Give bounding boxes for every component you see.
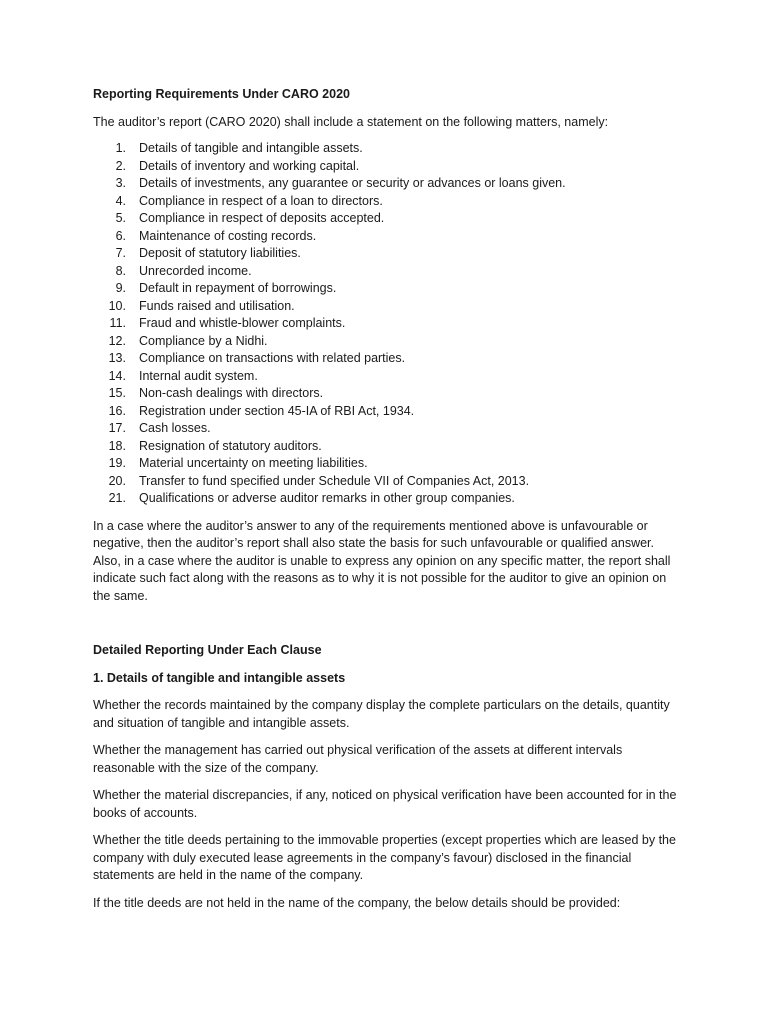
list-item-text: Compliance by a Nidhi. xyxy=(139,333,268,348)
list-item xyxy=(93,175,683,193)
list-item-number: 16. xyxy=(108,403,126,418)
list-item-number: 4. xyxy=(115,193,126,208)
list-item-number: 18. xyxy=(108,438,126,453)
list-item-text: Compliance in respect of deposits accepted. xyxy=(139,211,385,225)
list-item-text: Material uncertainty on meeting liabilities. xyxy=(139,456,368,470)
list-item-number: 9. xyxy=(115,281,126,295)
list-item xyxy=(93,228,683,246)
list-item-number: 1. xyxy=(115,141,126,155)
list-item-number: 14. xyxy=(108,368,126,383)
list-item-text: Default in repayment of borrowings. xyxy=(139,281,337,295)
list-item-number: 20. xyxy=(108,473,126,488)
intro-paragraph: The auditor’s report (CARO 2020) shall include a statement on the following matters, namely: xyxy=(93,114,609,129)
section-spacer xyxy=(93,615,683,642)
list-item-text: Compliance on transactions with related parties. xyxy=(139,351,406,365)
list-item-text: Details of tangible and intangible assets. xyxy=(139,141,363,155)
list-item-text: Qualifications or adverse auditor remarks in other group companies. xyxy=(139,491,515,505)
clause-heading: 1. Details of tangible and intangible assets xyxy=(93,670,346,685)
list-item-text: Deposit of statutory liabilities. xyxy=(139,246,301,260)
clause-paragraph: Whether the records maintained by the company display the complete particulars on the details, quantity and situation of tangible and intangible assets. xyxy=(93,698,670,730)
list-item xyxy=(93,420,683,438)
list-item-text: Internal audit system. xyxy=(139,368,258,383)
list-item xyxy=(93,333,683,351)
list-item-number: 7. xyxy=(115,246,126,260)
list-item-text: Cash losses. xyxy=(139,421,211,435)
list-item-number: 21. xyxy=(108,491,126,505)
list-item xyxy=(93,280,683,298)
clause-paragraph: Whether the management has carried out physical verification of the assets at different intervals reasonable with the size of the company. xyxy=(93,743,623,775)
list-item-number: 3. xyxy=(115,176,126,190)
list-item xyxy=(93,315,683,333)
list-item-text: Transfer to fund specified under Schedule VII of Companies Act, 2013. xyxy=(139,473,530,488)
section-heading: Detailed Reporting Under Each Clause xyxy=(93,643,322,657)
list-item-number: 15. xyxy=(108,386,126,400)
list-item-number: 5. xyxy=(115,211,126,225)
document-page xyxy=(93,86,683,922)
list-item xyxy=(93,140,683,158)
list-item-number: 13. xyxy=(108,351,126,365)
list-item-number: 2. xyxy=(115,158,126,173)
clause-paragraph: Whether the material discrepancies, if any, noticed on physical verification have been accounted for in the books of accounts. xyxy=(93,788,677,820)
list-item-text: Resignation of statutory auditors. xyxy=(139,438,322,453)
list-item xyxy=(93,438,683,456)
list-item xyxy=(93,490,683,508)
list-item xyxy=(93,368,683,386)
matters-list xyxy=(93,140,683,508)
list-item xyxy=(93,403,683,421)
list-item-number: 11. xyxy=(109,316,126,330)
list-item-number: 17. xyxy=(108,421,126,435)
list-item xyxy=(93,455,683,473)
list-item xyxy=(93,473,683,491)
basis-paragraph: In a case where the auditor’s answer to any of the requirements mentioned above is unfavourable or negative, then the auditor’s report shall also state the basis for such unfavourable or qualified answer. Also, in a case where the auditor is unable to express any opinion on any specific matter, the report shall indicate such fact along with the reasons as to why it is not possible for the auditor to give an opinion on the same. xyxy=(93,518,671,603)
list-item-text: Compliance in respect of a loan to directors. xyxy=(139,193,383,208)
list-item xyxy=(93,245,683,263)
list-item-text: Unrecorded income. xyxy=(139,263,252,278)
list-item-text: Fraud and whistle-blower complaints. xyxy=(139,316,346,330)
clause-paragraph: If the title deeds are not held in the name of the company, the below details should be provided: xyxy=(93,895,621,910)
list-item-text: Non-cash dealings with directors. xyxy=(139,386,324,400)
list-item-text: Details of inventory and working capital. xyxy=(139,158,360,173)
list-item xyxy=(93,385,683,403)
list-item-number: 19. xyxy=(108,456,126,470)
list-item-number: 6. xyxy=(115,228,126,243)
list-item xyxy=(93,298,683,316)
clause-paragraph: Whether the title deeds pertaining to the immovable properties (except properties which are leased by the company with duly executed lease agreements in the company’s favour) disclosed in the financial statements are held in the name of the company. xyxy=(93,833,676,882)
list-item-text: Maintenance of costing records. xyxy=(139,228,317,243)
list-item xyxy=(93,193,683,211)
list-item-number: 12. xyxy=(108,333,126,348)
list-item xyxy=(93,210,683,228)
list-item-text: Registration under section 45-IA of RBI Act, 1934. xyxy=(139,403,415,418)
list-item-number: 8. xyxy=(115,263,126,278)
list-item xyxy=(93,350,683,368)
list-item xyxy=(93,263,683,281)
list-item-number: 10. xyxy=(108,298,126,313)
list-item-text: Details of investments, any guarantee or security or advances or loans given. xyxy=(139,176,566,190)
list-item-text: Funds raised and utilisation. xyxy=(139,298,295,313)
list-item xyxy=(93,158,683,176)
document-title: Reporting Requirements Under CARO 2020 xyxy=(93,87,350,101)
